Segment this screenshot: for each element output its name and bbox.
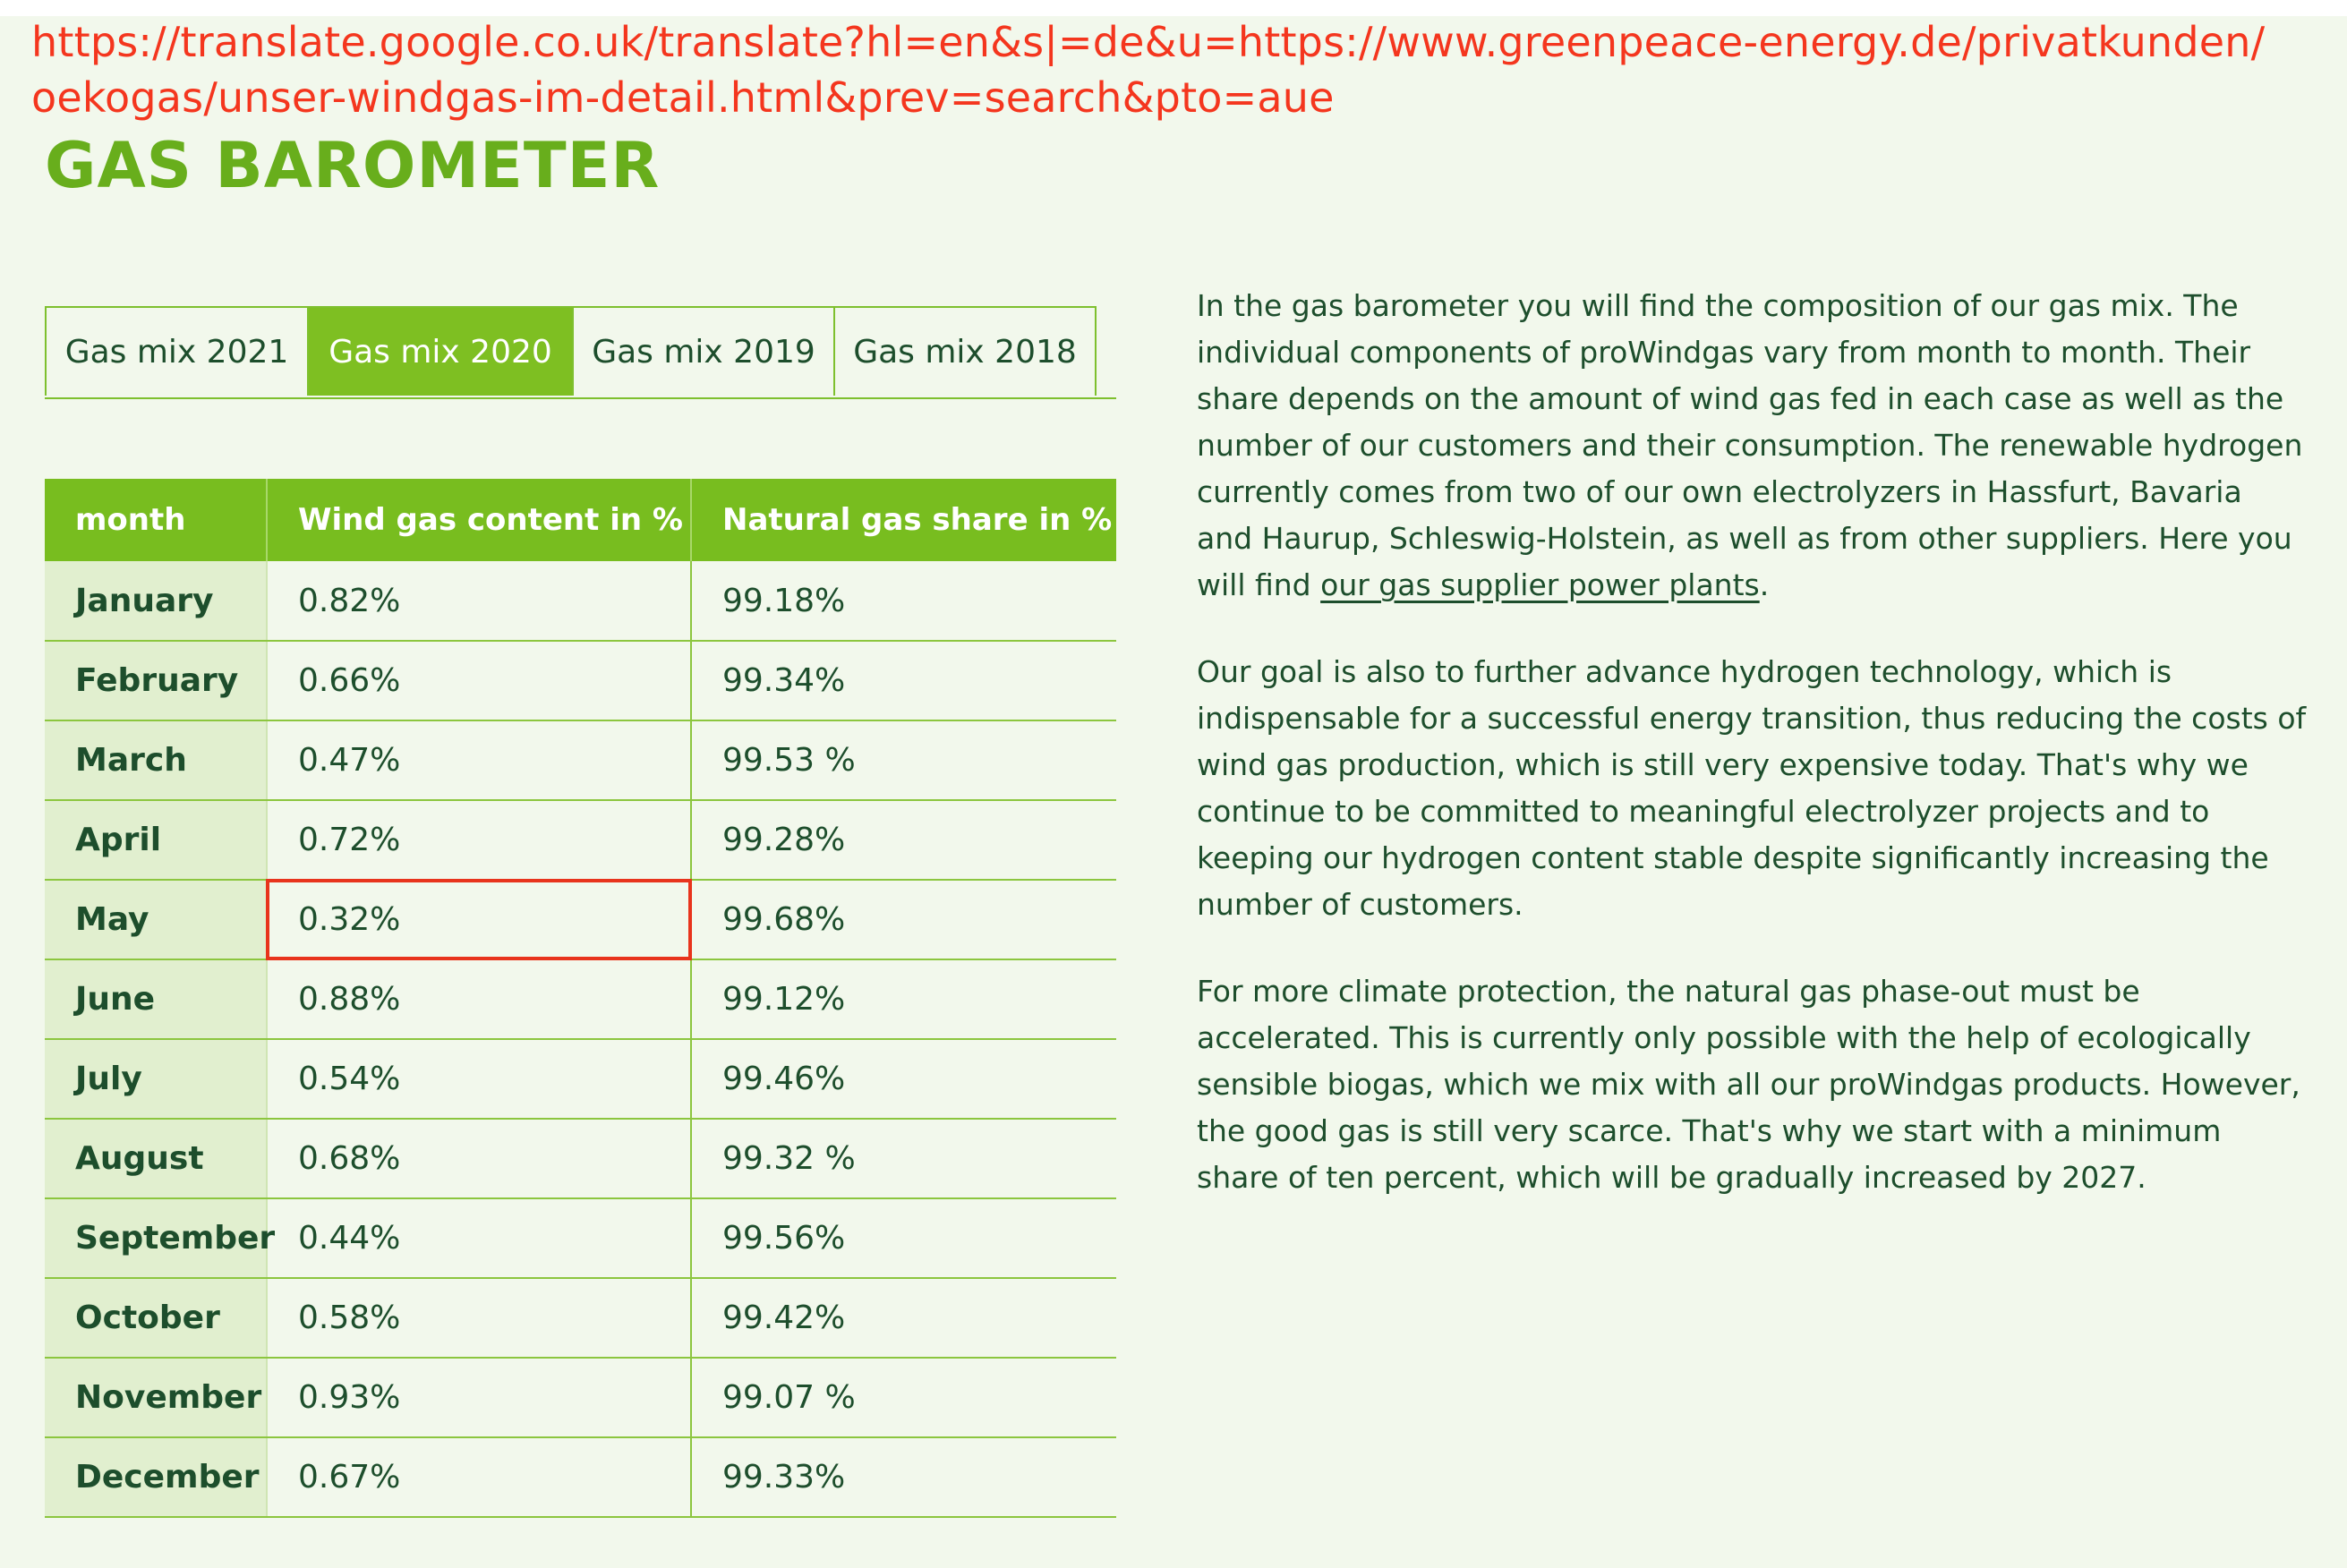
natural-gas-cell: 99.68%: [691, 880, 1116, 959]
month-cell: December: [45, 1437, 267, 1517]
wind-gas-cell: 0.44%: [267, 1198, 691, 1278]
table-header-row: [45, 479, 1116, 561]
gas-supplier-power-plants-link[interactable]: our gas supplier power plants: [1320, 567, 1760, 602]
month-cell: May: [45, 880, 267, 959]
table-row: [45, 959, 1116, 1039]
wind-gas-cell: 0.67%: [267, 1437, 691, 1517]
natural-gas-cell: 99.28%: [691, 800, 1116, 880]
table-row: [45, 1198, 1116, 1278]
wind-gas-cell: 0.54%: [267, 1039, 691, 1119]
wind-gas-cell: 0.47%: [267, 720, 691, 800]
wind-gas-cell: 0.68%: [267, 1119, 691, 1198]
natural-gas-cell: 99.18%: [691, 561, 1116, 641]
month-cell: September: [45, 1198, 267, 1278]
tab-gas-mix-2020[interactable]: Gas mix 2020: [307, 306, 574, 396]
natural-gas-cell: 99.07 %: [691, 1358, 1116, 1437]
month-cell: April: [45, 800, 267, 880]
month-cell: January: [45, 561, 267, 641]
description-paragraph-2: Our goal is also to further advance hydrogen technology, which is indispensable for a successful energy transition, thus reducing the costs of wind gas production, which is still very expensive today. That's why we continue to be committed to meaningful electrolyzer projects and to keeping our hydrogen content stable despite significantly increasing the number of customers.: [1197, 654, 2307, 922]
month-cell: March: [45, 720, 267, 800]
description-text: .: [1759, 567, 1770, 602]
natural-gas-cell: 99.32 %: [691, 1119, 1116, 1198]
table-row: [45, 1358, 1116, 1437]
natural-gas-cell: 99.56%: [691, 1198, 1116, 1278]
natural-gas-cell: 99.53 %: [691, 720, 1116, 800]
description-paragraph-3: For more climate protection, the natural gas phase-out must be accelerated. This is currently only possible with the help of ecologically sensible biogas, which we mix with all our proWindgas products. However, the good gas is still very scarce. That's why we start with a minimum share of ten percent, which will be gradually increased by 2027.: [1197, 974, 2300, 1195]
month-cell: August: [45, 1119, 267, 1198]
table-row: [45, 880, 1116, 959]
table-row: [45, 800, 1116, 880]
tab-gas-mix-2021[interactable]: Gas mix 2021: [45, 306, 309, 396]
month-cell: July: [45, 1039, 267, 1119]
wind-gas-cell: 0.66%: [267, 641, 691, 720]
table-row: [45, 641, 1116, 720]
natural-gas-cell: 99.33%: [691, 1437, 1116, 1517]
wind-gas-cell: 0.88%: [267, 959, 691, 1039]
description-text: In the gas barometer you will find the composition of our gas mix. The individual components of proWindgas vary from month to month. Their share depends on the amount of wind gas fed in each case as well as the number of our customers and their consumption. The renewable hydrogen currently comes from two of our own electrolyzers in Hassfurt, Bavaria and Haurup, Schleswig-Holstein, as well as from other suppliers. Here you will find: [1197, 288, 2303, 602]
gas-barometer-description: [1197, 283, 2307, 1241]
natural-gas-cell: 99.42%: [691, 1278, 1116, 1358]
natural-gas-cell: 99.46%: [691, 1039, 1116, 1119]
page-title: GAS BAROMETER: [45, 129, 661, 202]
table-row: [45, 720, 1116, 800]
column-header-wind-gas: Wind gas content in %: [267, 479, 691, 561]
column-header-month: month: [45, 479, 267, 561]
gas-mix-tabs: [45, 306, 1116, 399]
month-cell: November: [45, 1358, 267, 1437]
table-row: [45, 1278, 1116, 1358]
month-cell: February: [45, 641, 267, 720]
tab-gas-mix-2019[interactable]: Gas mix 2019: [572, 306, 835, 396]
url-annotation: https://translate.google.co.uk/translate?hl=en&s|=de&u=https://www.greenpeace-energy.de/privatkunden/oekogas/unser-windgas-im-detail.html&prev=search&pto=aue: [31, 18, 2266, 122]
gas-barometer-table: [45, 479, 1116, 1518]
table-row: [45, 1437, 1116, 1517]
column-header-natural-gas: Natural gas share in %: [691, 479, 1116, 561]
table-row: [45, 561, 1116, 641]
wind-gas-cell: 0.93%: [267, 1358, 691, 1437]
month-cell: October: [45, 1278, 267, 1358]
wind-gas-cell: 0.72%: [267, 800, 691, 880]
natural-gas-cell: 99.12%: [691, 959, 1116, 1039]
table-row: [45, 1119, 1116, 1198]
natural-gas-cell: 99.34%: [691, 641, 1116, 720]
tab-gas-mix-2018[interactable]: Gas mix 2018: [833, 306, 1097, 396]
wind-gas-cell: 0.82%: [267, 561, 691, 641]
month-cell: June: [45, 959, 267, 1039]
wind-gas-cell-highlighted: 0.32%: [267, 880, 691, 959]
wind-gas-cell: 0.58%: [267, 1278, 691, 1358]
description-paragraph-1: [1197, 283, 2307, 609]
table-row: [45, 1039, 1116, 1119]
